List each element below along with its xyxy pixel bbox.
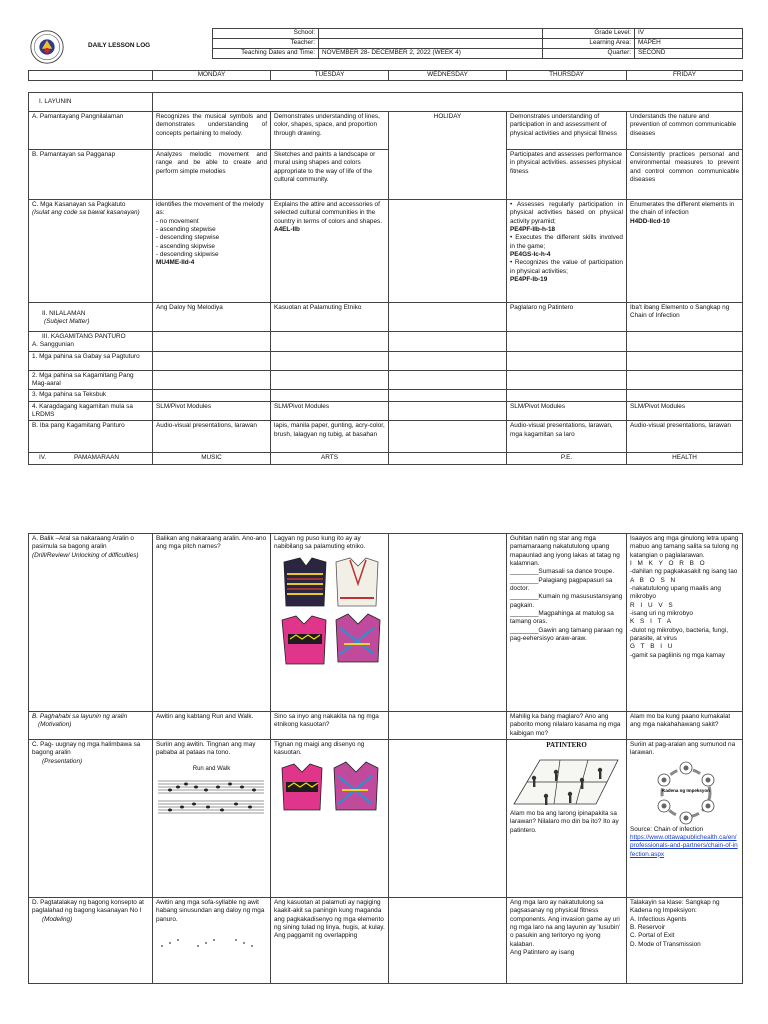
day-header-blank — [29, 71, 153, 81]
scrambled-word: A B O S N — [630, 576, 678, 584]
attire-vest-image — [284, 558, 326, 606]
pagtatalakay-fri-intro: Talakayin sa klase: Sangkap ng Kadena ng Impeksiyon: — [630, 899, 720, 915]
cell-c-wednesday — [389, 200, 507, 303]
patintero-game-image — [510, 752, 622, 810]
c-mon-item: - no movement — [156, 217, 199, 225]
teaching-dates-label: Teaching Dates and Time: — [213, 49, 319, 59]
balik-thu-item: ________Gawin ang tamang paraan ng pag-eehersisyo araw-araw. — [510, 626, 623, 642]
blank-cell — [389, 390, 507, 401]
cell-balik-thursday — [507, 534, 627, 712]
blank-cell — [271, 332, 389, 352]
ethnic-attire-closeup-images — [274, 760, 384, 816]
cell-pag-uugnay-wednesday — [389, 740, 507, 898]
day-header-table — [28, 70, 743, 81]
blank-cell — [153, 351, 271, 370]
row-label-nilalaman — [29, 303, 153, 332]
cell-c-friday — [627, 200, 743, 303]
c-mon-intro: identifies the movement of the melody as: — [156, 201, 264, 217]
nilalaman-label: II. NILALAMAN — [42, 310, 86, 317]
attire-patterned-top-image — [334, 762, 378, 810]
c-thu-code: PE4PF-Ib-19 — [510, 275, 548, 283]
attire-pink-shirt-image — [282, 616, 326, 664]
paghahabi-label: B. Paghahabi sa layunin ng aralin — [32, 713, 128, 720]
word-clue: -isang uri ng mikrobyo — [630, 609, 693, 617]
scrambled-word: I M K Y O R B O — [630, 559, 707, 567]
row-label-pamantayan-sa-pagganap: B. Pamantayan sa Pagganap — [29, 150, 153, 200]
balik-thu-item: ________Palagiang pagpapasuri sa doctor. — [510, 576, 613, 592]
blank-cell — [389, 370, 507, 390]
blank-cell — [153, 332, 271, 352]
pag-uugnay-tue-text: Tignan ng maigi ang disenyo ng kasuotan. — [274, 741, 365, 757]
teacher-field — [319, 39, 543, 49]
blank-cell — [627, 390, 743, 401]
balik-aral-label: A. Balik –Aral sa nakaraang Aralin o pasimula sa bagong aralin — [32, 535, 134, 551]
cell-lrdms-tuesday: SLM/Pivot Modules — [271, 401, 389, 421]
blank-cell — [271, 370, 389, 390]
infection-element: C. Portal of Exit — [630, 932, 675, 940]
cell-ib-tuesday: lapis, manila paper, gunting, acry-color, brush, lalagyan ng tubig, at basahan — [271, 421, 389, 453]
kasanayan-note: (Isulat ang code sa bawat kasanayan) — [32, 209, 140, 217]
row-label-pagtatalakay — [29, 898, 153, 984]
c-tue-code: A4EL-IIb — [274, 225, 300, 233]
teaching-dates-value: NOVEMBER 28- DECEMBER 2, 2022 (WEEK 4) — [319, 49, 543, 59]
cell-nilalaman-tuesday: Kasuotan at Palamuting Etniko — [271, 303, 389, 332]
cell-lrdms-thursday: SLM/Pivot Modules — [507, 401, 627, 421]
cell-c-thursday — [507, 200, 627, 303]
cell-paghahabi-wednesday — [389, 712, 507, 740]
cell-a-friday: Understands the nature and prevention of common communicable diseases — [627, 112, 743, 150]
teacher-label: Teacher: — [213, 39, 319, 49]
c-thu-item: • Recognizes the value of participation in physical activities; — [510, 259, 623, 275]
cell-pagtatalakay-thursday — [507, 898, 627, 984]
patintero-image-title: PATINTERO — [546, 741, 587, 749]
day-friday: FRIDAY — [627, 71, 743, 81]
c-tue-text: Explains the attire and accessories of selected cultural communities in the country in terms of colors and shapes. — [274, 201, 382, 225]
diagram-source: Source: Chain of infection — [630, 825, 704, 833]
kagamitan-label: III. KAGAMITANG PANTURO — [42, 333, 126, 340]
cell-nilalaman-thursday: Paglalaro ng Patintero — [507, 303, 627, 332]
paghahabi-note: (Motivation) — [38, 721, 72, 729]
deped-seal-icon — [30, 30, 64, 64]
blank-cell — [389, 332, 507, 352]
blank-cell — [153, 390, 271, 401]
row-label-pag-uugnay — [29, 740, 153, 898]
pagtatalakay-thu-text: Ang mga laro ay nakatutulong sa pagsasanay ng physical fitness components. Ang invasion game ay uri ng mga laro na ang layunin ay 'lusubin' o pasukin ang teritoryo ng iyong kalaban. — [510, 899, 621, 948]
c-thu-code: PE4PF-IIb-h-18 — [510, 225, 556, 233]
attire-blouse-image — [336, 558, 378, 606]
row-label-pamantayang-pangnilalaman: A. Pamantayang Pangnilalaman — [29, 112, 153, 150]
cell-nilalaman-monday: Ang Daloy Ng Melodiya — [153, 303, 271, 332]
quarter-value: SECOND — [635, 49, 743, 59]
attire-patterned-top-image — [336, 614, 380, 662]
cell-lrdms-monday: SLM/Pivot Modules — [153, 401, 271, 421]
subject-arts: ARTS — [271, 453, 389, 464]
pagtatalakay-note: (Modeling) — [42, 915, 73, 923]
subject-music: MUSIC — [153, 453, 271, 464]
sanggunian-label: A. Sanggunian — [32, 341, 74, 349]
layunin-blank — [153, 93, 743, 112]
c-thu-code: PE4GS-Ic-h-4 — [510, 250, 551, 258]
cell-pag-uugnay-tuesday — [271, 740, 389, 898]
diagram-center-label: Kadena ng Impeksyon — [662, 787, 710, 793]
balik-thu-item: ________Magpahinga at matulog sa tamang oras. — [510, 609, 614, 626]
word-clue: -gamit sa pagliinis ng mga kamay — [630, 651, 725, 659]
word-clue: -dulot ng mikrobyo, bacteria, fungi, parasite, at virus — [630, 626, 729, 642]
cell-paghahabi-tuesday: Sino sa inyo ang nakakita na ng mga etnikong kasuotan? — [271, 712, 389, 740]
grade-level-value: IV — [635, 29, 743, 39]
blank-cell — [153, 370, 271, 390]
school-label: School: — [213, 29, 319, 39]
day-tuesday: TUESDAY — [271, 71, 389, 81]
c-mon-code: MU4ME-IId-4 — [156, 259, 195, 267]
blank-cell — [507, 370, 627, 390]
word-clue: -nakatutulong upang maalis ang mikrobyo — [630, 584, 721, 601]
cell-paghahabi-thursday: Mahilig ka bang maglaro? Ano ang paborito mong nilalaro kasama ng mga kaibigan mo? — [507, 712, 627, 740]
balik-aral-note: (Drill/Review/ Unlocking of difficulties) — [32, 551, 139, 559]
blank-cell — [627, 351, 743, 370]
balik-fri-intro: Isaayos ang mga ginulong letra upang mabuo ang tamang salita sa tulong ng katangian o paglalarawan. — [630, 535, 739, 559]
nilalaman-note: (Subject Matter) — [44, 318, 90, 326]
scrambled-word: G T B I U — [630, 643, 675, 651]
cell-ib-monday: Audio-visual presentations, larawan — [153, 421, 271, 453]
row-label-iba-pang-kagamitan: B. Iba pang Kagamitang Panturo — [29, 421, 153, 453]
row-label-pamamaraan: IV. PAMAMARAAN — [29, 453, 153, 464]
school-field — [319, 29, 543, 39]
blank-cell — [271, 390, 389, 401]
cell-pagtatalakay-friday — [627, 898, 743, 984]
source-link[interactable]: https://www.ottawapublichealth.ca/en/professionals-and-partners/chain-of-infection.aspx — [630, 833, 738, 858]
subject-pe: P.E. — [507, 453, 627, 464]
pagtatalakay-mon-text: Awitin ang mga sofa-syllable ng awit habang sinusundan ang daloy ng mga panuro. — [156, 899, 265, 923]
blank-cell — [389, 401, 507, 421]
cell-lrdms-friday: SLM/Pivot Modules — [627, 401, 743, 421]
cell-b-thursday: Participates and assesses performance in physical activities. assesses physical fitness — [507, 150, 627, 200]
infection-element: B. Reservoir — [630, 923, 666, 931]
cell-balik-wednesday — [389, 534, 507, 712]
cell-balik-tuesday — [271, 534, 389, 712]
blank-cell — [271, 351, 389, 370]
row-label-gabay: 1. Mga pahina sa Gabay sa Pagtuturo — [29, 351, 153, 370]
pag-uugnay-fri-text: Suriin at pag-aralan ang sumunod na larawan. — [630, 741, 736, 757]
row-label-teksbuk: 3. Mga pahina sa Teksbuk — [29, 390, 153, 401]
pag-uugnay-mon-text: Suriin ang awitin. Tingnan ang may pababa at pataas na tono. — [156, 741, 256, 757]
attire-pink-shirt-image — [282, 764, 322, 810]
infection-element: D. Mode of Transmission — [630, 940, 701, 948]
blank-cell — [627, 332, 743, 352]
cell-nilalaman-friday: Iba't ibang Elemento o Sangkap ng Chain of Infection — [627, 303, 743, 332]
learning-area-value: MAPEH — [635, 39, 743, 49]
quarter-label: Quarter: — [543, 49, 635, 59]
row-label-kagamitan — [29, 332, 153, 352]
cell-pag-uugnay-monday — [153, 740, 271, 898]
row-label-lrdms: 4. Karagdagang kagamitan mula sa LRDMS — [29, 401, 153, 421]
cell-paghahabi-friday: Alam mo ba kung paano kumakalat ang mga nakahahawang sakit? — [627, 712, 743, 740]
cell-pagtatalakay-monday — [153, 898, 271, 984]
blank-cell — [627, 370, 743, 390]
row-label-kasanayan — [29, 200, 153, 303]
learning-area-label: Learning Area: — [543, 39, 635, 49]
procedures-table — [28, 533, 743, 984]
cell-c-tuesday — [271, 200, 389, 303]
scrambled-word: K S I T A — [630, 618, 673, 626]
document-title: DAILY LESSON LOG — [88, 42, 151, 49]
c-thu-item: • Executes the different skills involved in the game; — [510, 234, 623, 250]
cell-pag-uugnay-friday — [627, 740, 743, 898]
balik-thu-item: ________Sumasali sa dance troupe. — [510, 568, 615, 576]
subject-health: HEALTH — [627, 453, 743, 464]
cell-pagtatalakay-wednesday — [389, 898, 507, 984]
pag-uugnay-note: (Presentation) — [42, 757, 83, 765]
cell-ib-thursday: Audio-visual presentations, larawan, mga kagamitan sa laro — [507, 421, 627, 453]
cell-ib-friday: Audio-visual presentations, larawan — [627, 421, 743, 453]
c-mon-item: - descending stepwise — [156, 234, 220, 242]
ethnic-attire-images — [274, 554, 384, 674]
blank-cell — [389, 453, 507, 464]
day-thursday: THURSDAY — [507, 71, 627, 81]
blank-cell — [389, 421, 507, 453]
balik-tue-text: Lagyan ng puso kung ito ay ay nabibilang sa palamuting etniko. — [274, 535, 366, 551]
cell-a-tuesday: Demonstrates understanding of lines, color, shapes, space, and proportion through drawing. — [271, 112, 389, 150]
cell-pagtatalakay-tuesday: Ang kasuotan at palamuti ay nagiging kaakit-akit sa paningin kung maganda ang pagkakadisenyo ng mga elemento ng sining tulad ng linya, hugis, at kulay. Ang paggamit ng overlapping — [271, 898, 389, 984]
blank-cell — [507, 351, 627, 370]
pagtatalakay-thu-text-2: Ang Patintero ay isang — [510, 948, 575, 956]
pagtatalakay-label: D. Pagtatalakay ng bagong konsepto at paglalahad ng bagong kasanayan No I — [32, 899, 144, 915]
cell-a-thursday: Demonstrates understanding of participation in and assessment of physical activities and physical fitness — [507, 112, 627, 150]
kasanayan-label: C. Mga Kasanayan sa Pagkatuto — [32, 201, 126, 208]
c-mon-item: - descending skipwise — [156, 250, 219, 258]
song-title: Run and Walk — [192, 765, 231, 772]
objectives-table — [28, 92, 743, 465]
cell-pag-uugnay-thursday — [507, 740, 627, 898]
day-wednesday: WEDNESDAY — [389, 71, 507, 81]
c-fri-code: H4DD-IIcd-10 — [630, 217, 670, 225]
header-info-table — [212, 28, 743, 59]
grade-level-label: Grade Level: — [543, 29, 635, 39]
c-mon-item: - ascending skipwise — [156, 242, 215, 250]
blank-cell — [507, 390, 627, 401]
balik-thu-intro: Guhitan natin ng star ang mga pamamaraang nakatutulong upang mapaunlad ang iyong lakas at tatag ng kalamnan. — [510, 535, 620, 567]
pag-uugnay-thu-text: Alam mo ba ang larong ipinapakita sa larawan? Nilalaro mo din ba ito? Ito ay patintero. — [510, 810, 619, 834]
balik-thu-item: ________Kumain ng masusustansyang pagkain. — [510, 593, 623, 609]
c-fri-text: Enumerates the different elements in the chain of infection — [630, 201, 735, 217]
chain-of-infection-diagram — [630, 760, 742, 826]
row-label-paghahabi — [29, 712, 153, 740]
blank-cell — [389, 351, 507, 370]
blank-cell — [507, 332, 627, 352]
cell-balik-friday — [627, 534, 743, 712]
music-staff-image — [156, 775, 266, 815]
cell-b-tuesday: Sketches and paints a landscape or mural using shapes and colors appropriate to the way of life of the cultural community. — [271, 150, 389, 200]
cell-nilalaman-wednesday — [389, 303, 507, 332]
c-mon-item: - ascending stepwise — [156, 225, 216, 233]
section-layunin: I. LAYUNIN — [29, 93, 153, 112]
cell-wednesday-holiday: HOLIDAY — [389, 112, 507, 200]
cell-a-monday: Recognizes the musical symbols and demonstrates understanding of concepts pertaining to melody. — [153, 112, 271, 150]
pag-uugnay-label: C. Pag- uugnay ng mga halimbawa sa bagong aralin — [32, 741, 141, 757]
cell-b-friday: Consistently practices personal and environmental measures to prevent and control common communicable diseases — [627, 150, 743, 200]
cell-c-monday — [153, 200, 271, 303]
row-label-balik-aral — [29, 534, 153, 712]
day-monday: MONDAY — [153, 71, 271, 81]
c-thu-item: • Assesses regularly participation in physical activities based on physical activity pyramid; — [510, 201, 623, 225]
scrambled-word: R I U V S — [630, 601, 675, 609]
infection-element: A. Infectious Agents — [630, 915, 687, 923]
cell-balik-monday: Balikan ang nakaraang aralin. Ano-ano ang mga pitch names? — [153, 534, 271, 712]
solfa-notes-image — [156, 926, 266, 952]
cell-b-monday: Analyzes melodic movement and range and be able to create and perform simple melodies — [153, 150, 271, 200]
word-clue: -dahilan ng pagkakasakit ng isang tao — [630, 568, 738, 576]
row-label-kagamitang-mag-aaral: 2. Mga pahina sa Kagamitang Pang Mag-aaral — [29, 370, 153, 390]
cell-paghahabi-monday: Awitin ang kabtang Run and Walk. — [153, 712, 271, 740]
